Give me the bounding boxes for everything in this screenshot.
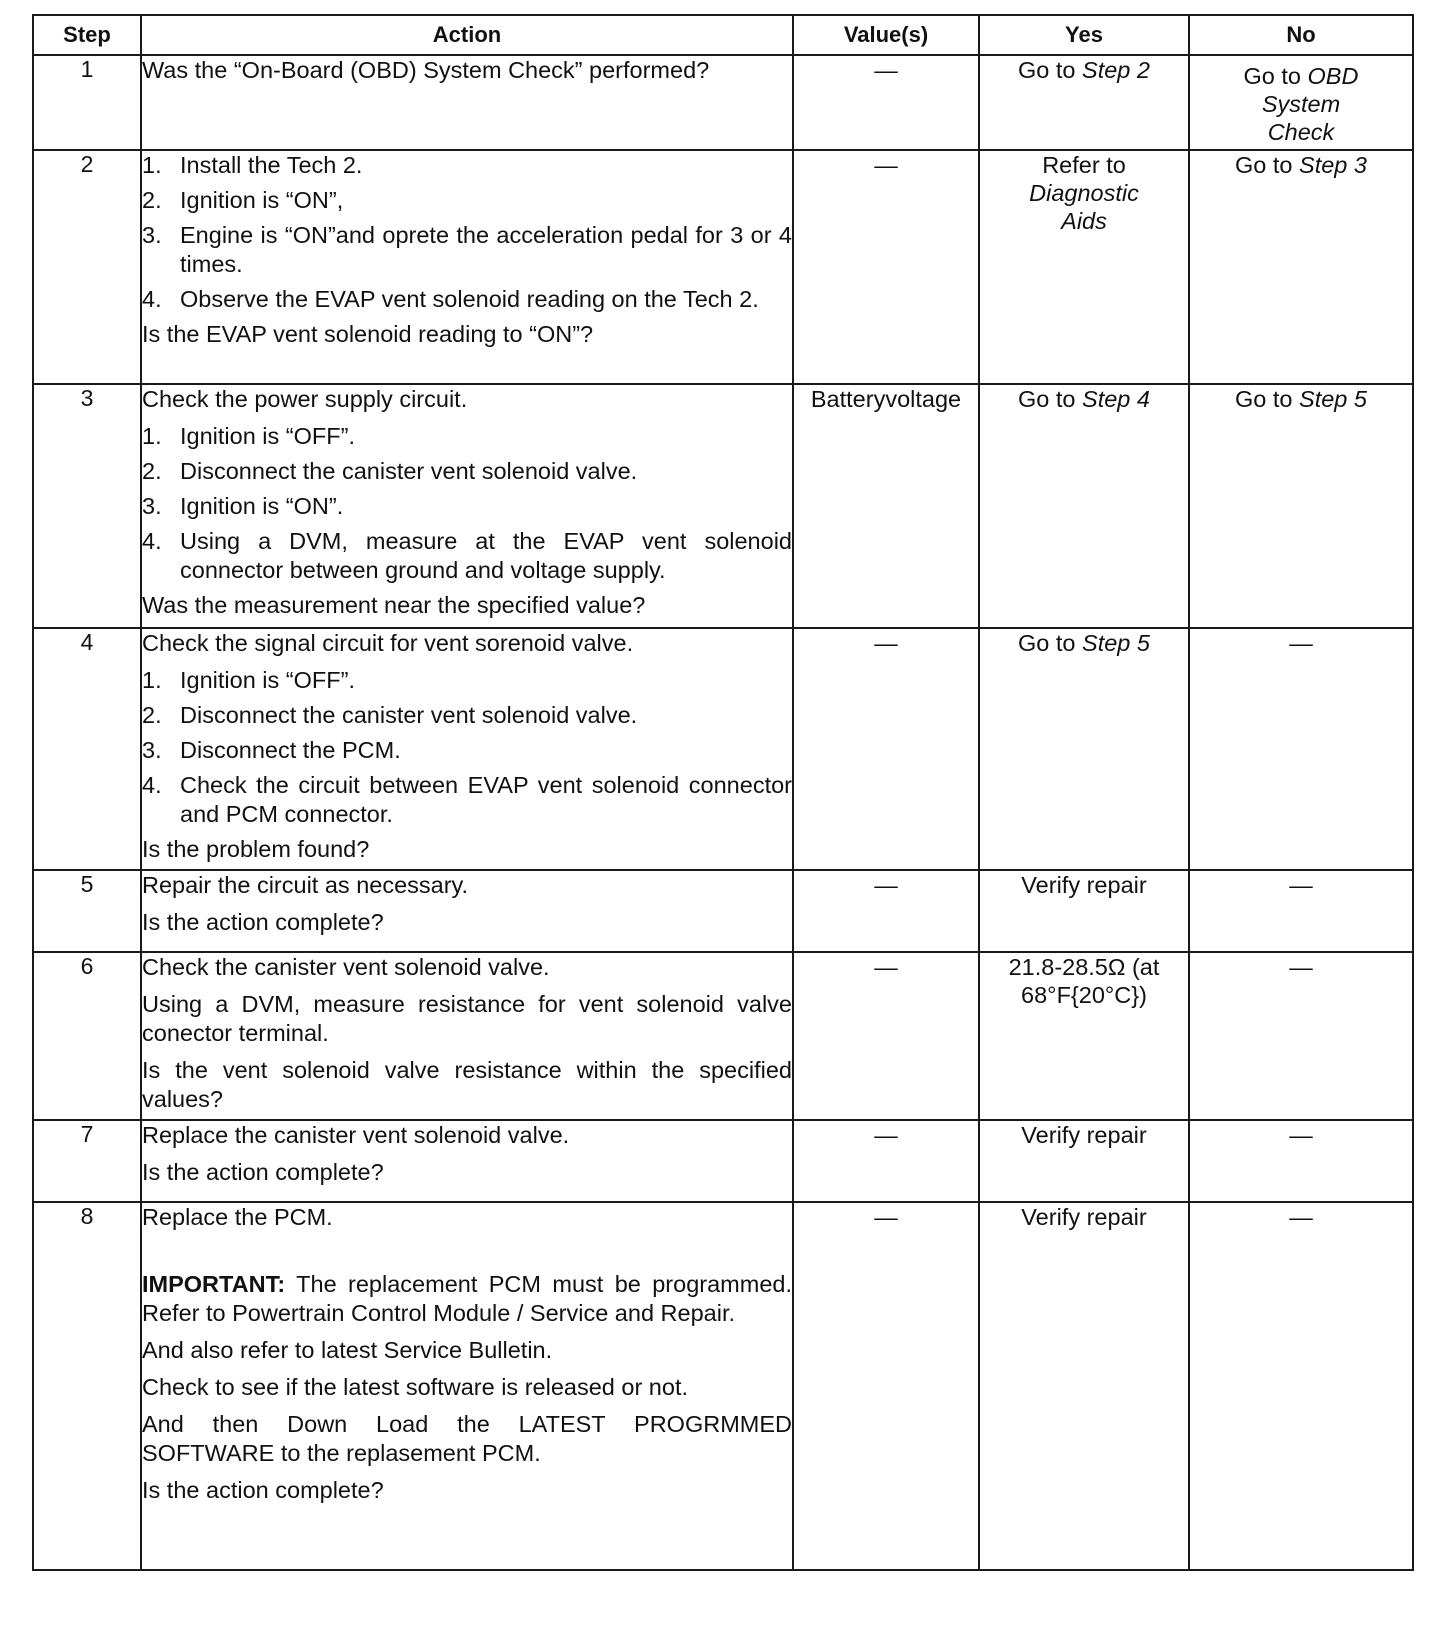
yes-cell: Verify repair bbox=[979, 870, 1189, 952]
header-action: Action bbox=[141, 15, 793, 55]
step-number: 1 bbox=[33, 55, 141, 150]
table-row-step-2 bbox=[33, 150, 1413, 384]
yes-prefix: Go to bbox=[1018, 57, 1083, 83]
action-question: Is the action complete? bbox=[142, 909, 384, 935]
action-question: Is the EVAP vent solenoid reading to “ON”? bbox=[142, 321, 594, 347]
value-cell: — bbox=[793, 628, 979, 870]
no-cell bbox=[1189, 384, 1413, 628]
list-item: 3. Engine is “ON”and oprete the acceleration pedal for 3 or 4 times. bbox=[142, 222, 792, 277]
list-item: 2. Disconnect the canister vent solenoid valve. bbox=[142, 458, 638, 484]
action-note: Check to see if the latest software is released or not. bbox=[142, 1374, 688, 1400]
value-cell: — bbox=[793, 55, 979, 150]
list-item: 2. Disconnect the canister vent solenoid valve. bbox=[142, 702, 638, 728]
important-note bbox=[142, 1270, 792, 1328]
list-item: 3. Ignition is “ON”. bbox=[142, 493, 344, 519]
list-item: 1. Install the Tech 2. bbox=[142, 152, 363, 178]
table-row-step-3 bbox=[33, 384, 1413, 628]
list-item: 4. Using a DVM, measure at the EVAP vent solenoid connector between ground and voltage supply. bbox=[142, 528, 792, 583]
action-cell bbox=[141, 870, 793, 952]
yes-cell bbox=[979, 150, 1189, 384]
no-cell: — bbox=[1189, 628, 1413, 870]
step-number: 7 bbox=[33, 1120, 141, 1202]
list-item: 1. Ignition is “OFF”. bbox=[142, 667, 355, 693]
no-ref: Step 5 bbox=[1299, 386, 1367, 412]
header-row bbox=[33, 15, 1413, 55]
no-prefix: Go to bbox=[1235, 152, 1300, 178]
step-number: 6 bbox=[33, 952, 141, 1120]
action-intro: Replace the PCM. bbox=[142, 1204, 333, 1230]
action-cell bbox=[141, 55, 793, 150]
yes-prefix: Go to bbox=[1018, 630, 1083, 656]
action-cell bbox=[141, 384, 793, 628]
no-ref: OBD System Check bbox=[1261, 63, 1359, 145]
table-row-step-6 bbox=[33, 952, 1413, 1120]
action-cell bbox=[141, 150, 793, 384]
list-item: 1. Ignition is “OFF”. bbox=[142, 423, 355, 449]
no-cell: — bbox=[1189, 870, 1413, 952]
action-cell bbox=[141, 1120, 793, 1202]
diagnostic-table-sheet bbox=[32, 14, 1412, 1636]
action-question: Is the problem found? bbox=[142, 836, 370, 862]
no-cell bbox=[1189, 55, 1413, 150]
no-ref: Step 3 bbox=[1299, 152, 1367, 178]
no-prefix: Go to bbox=[1235, 386, 1300, 412]
no-cell: — bbox=[1189, 1202, 1413, 1570]
action-list bbox=[142, 422, 792, 585]
list-item: 4. Observe the EVAP vent solenoid reading on the Tech 2. bbox=[142, 286, 759, 312]
step-number: 8 bbox=[33, 1202, 141, 1570]
step-number: 5 bbox=[33, 870, 141, 952]
action-intro: Check the signal circuit for vent sorenoid valve. bbox=[142, 630, 634, 656]
yes-ref: Diagnostic Aids bbox=[1029, 180, 1139, 234]
value-cell: — bbox=[793, 870, 979, 952]
list-item: 3. Disconnect the PCM. bbox=[142, 737, 401, 763]
list-item: 4. Check the circuit between EVAP vent solenoid connector and PCM connector. bbox=[142, 772, 792, 827]
action-list bbox=[142, 666, 792, 829]
header-no: No bbox=[1189, 15, 1413, 55]
yes-cell bbox=[979, 628, 1189, 870]
table-row-step-4 bbox=[33, 628, 1413, 870]
action-intro: Replace the canister vent solenoid valve. bbox=[142, 1122, 570, 1148]
action-intro: Repair the circuit as necessary. bbox=[142, 872, 469, 898]
no-cell: — bbox=[1189, 952, 1413, 1120]
action-intro: Check the power supply circuit. bbox=[142, 386, 468, 412]
action-intro: Check the canister vent solenoid valve. bbox=[142, 954, 550, 980]
step-number: 3 bbox=[33, 384, 141, 628]
spacer bbox=[142, 1240, 792, 1270]
action-cell bbox=[141, 628, 793, 870]
yes-cell bbox=[979, 384, 1189, 628]
list-item: 2. Ignition is “ON”, bbox=[142, 187, 344, 213]
action-question: Is the action complete? bbox=[142, 1159, 384, 1185]
yes-ref: Step 5 bbox=[1082, 630, 1150, 656]
action-question: Is the vent solenoid valve resistance within the specified values? bbox=[142, 1057, 792, 1112]
yes-cell: Verify repair bbox=[979, 1120, 1189, 1202]
important-text: The replacement PCM must be programmed. Refer to Powertrain Control Module / Service and Repair. bbox=[142, 1271, 792, 1326]
action-note: And then Down Load the LATEST PROGRMMED SOFTWARE to the replasement PCM. bbox=[142, 1411, 792, 1466]
table-row-step-5 bbox=[33, 870, 1413, 952]
table-row-step-1 bbox=[33, 55, 1413, 150]
value-cell: Batteryvoltage bbox=[793, 384, 979, 628]
no-prefix: Go to bbox=[1243, 63, 1308, 89]
value-cell: — bbox=[793, 1202, 979, 1570]
no-cell: — bbox=[1189, 1120, 1413, 1202]
yes-prefix: Go to bbox=[1018, 386, 1083, 412]
no-cell bbox=[1189, 150, 1413, 384]
value-cell: — bbox=[793, 150, 979, 384]
action-question: Was the measurement near the specified value? bbox=[142, 592, 646, 618]
value-cell: — bbox=[793, 952, 979, 1120]
action-paragraph: Using a DVM, measure resistance for vent solenoid valve conector terminal. bbox=[142, 991, 792, 1046]
action-list bbox=[142, 151, 792, 314]
step-number: 2 bbox=[33, 150, 141, 384]
action-cell bbox=[141, 1202, 793, 1570]
header-step: Step bbox=[33, 15, 141, 55]
important-label: IMPORTANT: bbox=[142, 1271, 286, 1297]
yes-prefix: Refer to bbox=[1042, 152, 1126, 178]
action-cell bbox=[141, 952, 793, 1120]
yes-cell: 21.8-28.5Ω (at 68°F{20°C}) bbox=[979, 952, 1189, 1120]
value-cell: — bbox=[793, 1120, 979, 1202]
header-values: Value(s) bbox=[793, 15, 979, 55]
yes-cell: Verify repair bbox=[979, 1202, 1189, 1570]
action-note: And also refer to latest Service Bulletin. bbox=[142, 1337, 553, 1363]
table-header bbox=[33, 15, 1413, 55]
header-yes: Yes bbox=[979, 15, 1189, 55]
table-row-step-7 bbox=[33, 1120, 1413, 1202]
table-row-step-8 bbox=[33, 1202, 1413, 1570]
yes-ref: Step 2 bbox=[1082, 57, 1150, 83]
yes-ref: Step 4 bbox=[1082, 386, 1150, 412]
step-number: 4 bbox=[33, 628, 141, 870]
action-question: Is the action complete? bbox=[142, 1477, 384, 1503]
action-question: Was the “On-Board (OBD) System Check” performed? bbox=[142, 57, 710, 83]
yes-cell bbox=[979, 55, 1189, 150]
diagnostic-table bbox=[32, 14, 1414, 1571]
